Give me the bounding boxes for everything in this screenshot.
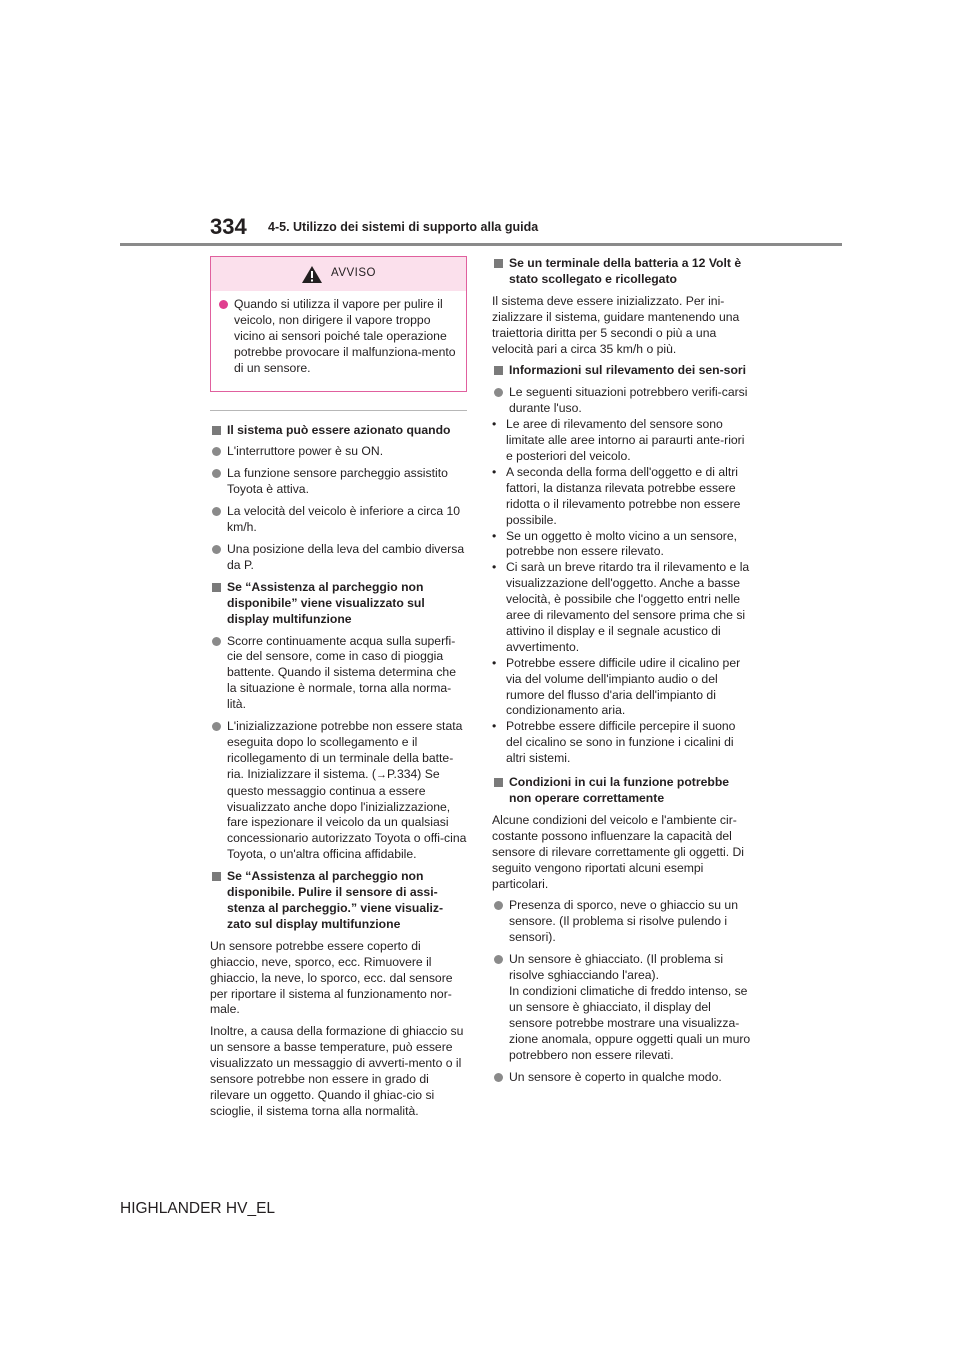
bullet-dot-icon	[212, 447, 221, 456]
sub-bullet-marker: •	[492, 560, 497, 575]
left-column	[210, 256, 467, 1126]
sub-bullet-marker: •	[492, 655, 497, 670]
bullet-dot-icon	[212, 469, 221, 478]
sub-list-item: • Potrebbe essere difficile percepire il suono del cicalino se sono in funzione i cicalini di altri sistemi.	[492, 719, 736, 766]
bullet-dot-icon	[212, 507, 221, 516]
sub-bullet-marker: •	[492, 417, 497, 432]
bullet-dot-icon	[494, 901, 503, 910]
bullet-dot-icon	[219, 300, 228, 309]
sub-list-item: • Le aree di rilevamento del sensore sono limitate alle aree intorno ai paraurti ante-riori e posteriori del veicolo.	[492, 417, 745, 463]
heading-malfunction-conditions: Condizioni in cui la funzione potrebbe non operare correttamente	[492, 775, 754, 807]
bullet-dot-icon	[494, 388, 503, 397]
list-item: Presenza di sporco, neve o ghiaccio su un sensore. (Il problema si risolve pulendo i sensori).	[492, 898, 754, 946]
paragraph: Un sensore potrebbe essere coperto di ghiaccio, neve, sporco, ecc. Rimuovere il ghiaccio, la neve, lo sporco, ecc. dal sensore per riportare il sistema al funzionamento nor-male.	[210, 938, 453, 1017]
warning-item	[217, 297, 456, 377]
list-item: Un sensore è coperto in qualche modo.	[492, 1070, 754, 1086]
list-item: La funzione sensore parcheggio assistito Toyota è attiva.	[210, 466, 467, 498]
paragraph: Inoltre, a causa della formazione di ghiaccio su un sensore a basse temperature, può essere visualizzato un messaggio di avverti-mento o il sensore potrebbe non essere in grado di rilevare un oggetto. Quando il ghiac-cio si scioglie, il sistema torna alla normalità.	[210, 1024, 464, 1118]
heading-battery-terminal: Se un terminale della batteria a 12 Volt è stato scollegato e ricollegato	[492, 256, 754, 288]
sub-list-item: • Potrebbe essere difficile udire il cicalino per via del volume dell'impianto audio o del rumore del flusso d'aria dell'impianto di condizionamento aria.	[492, 655, 741, 718]
warning-triangle-icon	[301, 265, 323, 284]
item-text-line: Un sensore è ghiacciato. (Il problema si risolve sghiacciando l'area).	[509, 952, 724, 983]
section-title: 4-5. Utilizzo dei sistemi di supporto alla guida	[268, 220, 539, 234]
sub-list-item: • Se un oggetto è molto vicino a un sensore, potrebbe non essere rilevato.	[492, 528, 738, 559]
bullet-dot-icon	[494, 1073, 503, 1082]
item-text-part: ) Se questo messaggio continua a essere visualizzato anche dopo l'inizializzazione, fare ispezionare il veicolo da un qualsiasi concessionario autorizzato Toyota o offi-cina Toyota, o un'altra officina affidabile.	[227, 766, 467, 862]
sub-bullet-marker: •	[492, 464, 497, 479]
square-bullet-icon	[212, 426, 221, 435]
item-text-line: In condizioni climatiche di freddo intenso, se un sensore è ghiacciato, il display del sensore potrebbe mostrare una visualizza-zione anomala, oppure oggetti quali un muro potrebbero non essere rilevati.	[509, 983, 751, 1062]
sub-list-item: • Ci sarà un breve ritardo tra il rilevamento e la visualizzazione dell'oggetto. Anche a basse velocità, è possibile che l'oggetto entri nelle aree di rilevamento del sensore prima che si attivino il display e il segnale acustico di avvertimento.	[492, 560, 750, 654]
sub-bullet-marker: •	[492, 528, 497, 543]
item-text-part: L'inizializzazione potrebbe non essere stata eseguita dopo lo scollegamento e il ricollegamento di un terminale della batte-ria. Inizializzare il sistema. (	[227, 719, 463, 781]
divider	[210, 410, 467, 411]
paragraph: Il sistema deve essere inizializzato. Per ini-zializzare il sistema, guidare mantenendo una traiettoria diritta per 5 secondi o più a una velocità pari a circa 35 km/h o più.	[492, 293, 740, 356]
right-column	[492, 256, 754, 1091]
warning-header	[211, 257, 466, 291]
page-reference-link[interactable]: P.334	[387, 766, 418, 781]
warning-box	[210, 256, 467, 392]
square-bullet-icon	[494, 366, 503, 375]
square-bullet-icon	[212, 872, 221, 881]
list-item	[210, 719, 467, 863]
bullet-dot-icon	[494, 955, 503, 964]
square-bullet-icon	[494, 778, 503, 787]
paragraph: Alcune condizioni del veicolo e l'ambiente cir-costante possono influenzare la capacità del sensore di rilevare correttamente gli oggetti. Di seguito vengono riportati alcuni esempi particolari.	[492, 812, 744, 891]
bullet-dot-icon	[212, 545, 221, 554]
heading-clean-sensor: Se “Assistenza al parcheggio non disponibile. Pulire il sensore di assi-stenza al parcheggio.” viene visualiz-zato sul display multifunzione	[210, 869, 467, 933]
square-bullet-icon	[212, 583, 221, 592]
sub-list-item: • A seconda della forma dell'oggetto e di altri fattori, la distanza rilevata potrebbe essere ridotta o il rilevamento potrebbe non essere possibile.	[492, 464, 741, 527]
heading-sensor-detection: Informazioni sul rilevamento dei sen-sori	[492, 363, 754, 379]
warning-item-text: Quando si utilizza il vapore per pulire il veicolo, non dirigere il vapore troppo vicino ai sensori poiché tale operazione potrebbe provocare il malfunziona-mento di un sensore.	[234, 297, 456, 375]
bullet-dot-icon	[212, 722, 221, 731]
sub-bullet-marker: •	[492, 719, 497, 734]
list-item	[492, 952, 754, 1063]
arrow-right-icon: →	[376, 768, 387, 781]
warning-title: AVVISO	[331, 267, 376, 280]
heading-operating-conditions: Il sistema può essere azionato quando	[210, 423, 467, 439]
list-item: Una posizione della leva del cambio diversa da P.	[210, 542, 467, 574]
footer-model: HIGHLANDER HV_EL	[120, 1200, 276, 1217]
list-item: Le seguenti situazioni potrebbero verifi-carsi durante l'uso.	[492, 385, 754, 417]
list-item: La velocità del veicolo è inferiore a circa 10 km/h.	[210, 504, 467, 536]
square-bullet-icon	[494, 259, 503, 268]
bullet-dot-icon	[212, 637, 221, 646]
page-number: 334	[210, 214, 247, 239]
warning-body	[211, 291, 466, 391]
list-item: L'interruttore power è su ON.	[210, 444, 467, 460]
list-item: Scorre continuamente acqua sulla superfi-cie del sensore, come in caso di pioggia battente. Quando il sistema determina che la situazione è normale, torna alla norma-lità.	[210, 634, 467, 714]
header-rule	[120, 243, 842, 246]
heading-not-available: Se “Assistenza al parcheggio non disponibile” viene visualizzato sul display multifunzione	[210, 580, 467, 628]
